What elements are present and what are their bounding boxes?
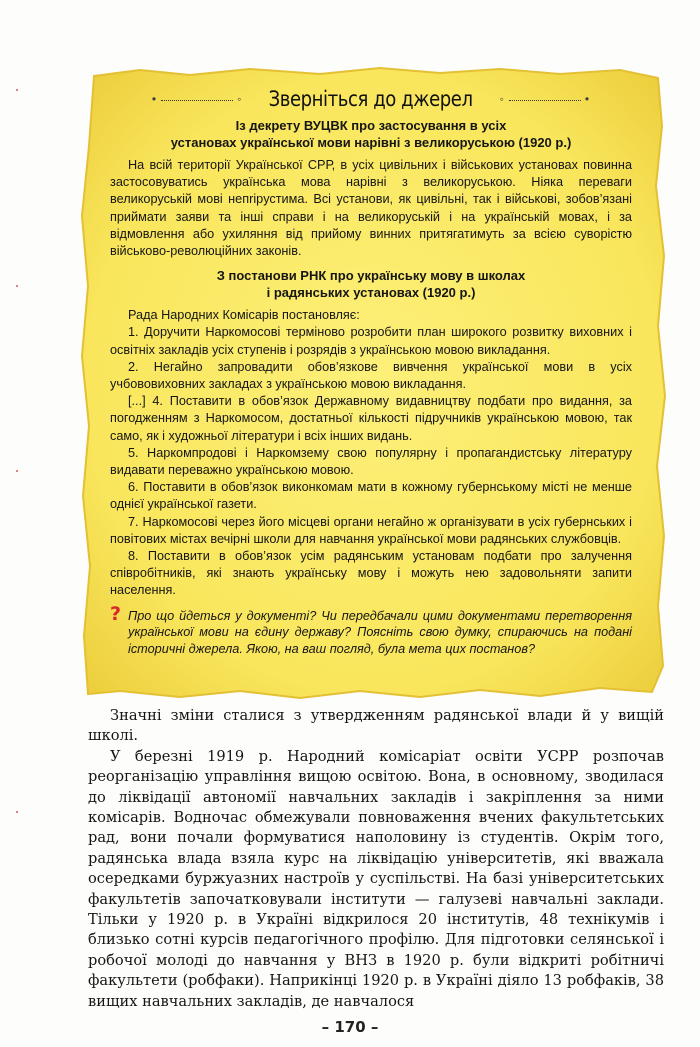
doc2-item: 7. Наркомосові через його місцеві органи негайно ж організувати в усіх губернських і повітових містах вечірні школи для навчання української мови радянських службовців. <box>110 514 632 546</box>
doc2-item: 2. Негайно запровадити обов’язкове вивчення української мови в усіх учбововиховних закладах з українською мовою викладання. <box>110 359 632 392</box>
margin-dot <box>16 811 18 813</box>
doc2-title <box>110 268 632 301</box>
question-text: Про що йдеться у документі? Чи передбачали цими документами перетворення української мови на єдину державу? Поясніть свою думку, спираючись на подані історичні джерела. Якою, на ваш погляд, була мета цих постанов? <box>128 608 632 657</box>
doc2-title-line1: З постанови РНК про українську мову в школах <box>216 268 526 284</box>
body-paragraph: У березні 1919 р. Народний комісаріат освіти УСРР розпочав реорганізацію управління вищою освітою. Вона, в основному, зводилася до ліквідації автономії навчальних закладів і закріплення за ними комісарів. Водночас обмежували повноваження вчених факультетських рад, вони почали формуватися наполовину із студентів. Окрім того, радянська влада взяла курс на ліквідацію університетів, які вважала осередками буржуазних настроїв у суспільстві. На базі університетських факультетів започатковували інститути — галузеві навчальні заклади. Тільки у 1920 р. в Україні відкрилося 20 інститутів, 48 технікумів і близько сотні курсів педагогічного профілю. Для підготовки селянської і робочої молоді до навчання у ВНЗ в 1920 р. були відкриті робітничі факультети (робфаки). Наприкінці 1920 р. в Україні діяло 13 робфаків, 38 вищих навчальних закладів, де навчалося <box>88 747 664 1010</box>
source-heading: Зверніться до джерел <box>268 87 473 112</box>
doc2-item: 8. Поставити в обов’язок усім радянським установам подбати про залучення співробітників, які знають українську мову і можуть нею задовольняти запити населення. <box>110 549 632 598</box>
doc1-title <box>110 118 632 151</box>
doc1-text: На всій території Української СРР, в усіх цивільних і військових установах повинна застосовуватись українська мова нарівні з великоруською. Ніяка переваги великоруській мові непripустима. Всі установи, як цивільні, так і військові, зобов’язані приймати заяви та інші справи і на великоруській і на українській мовах, і за відмовлення або ухиляння від прийому винних притягатимуть за всією суворістю військово-революційних законів. <box>110 158 632 259</box>
doc1-title-line1: Із декрету ВУЦВК про застосування в усіх <box>235 118 507 133</box>
doc2-item: [...] 4. Поставити в обов’язок Державному видавництву подбати про видання, за погодженням з Наркомосом, достатньої кількості підручників українською мовою, так само, як і художньої літератури і всіх інших видань. <box>110 394 632 443</box>
body-paragraph: Значні зміни сталися з утвердженням радянської влади й у вищій школі. <box>88 707 664 745</box>
main-text <box>88 706 664 1012</box>
doc2-item: 1. Доручити Наркомосові терміново розробити план широкого розвитку виховних і освітніх закладів усіх ступенів і розрядів з українською мовою викладання. <box>110 325 632 357</box>
doc2-item: 6. Поставити в обов’язок виконкомам мати в кожному губернському місті не менше однієї української газети. <box>110 480 632 512</box>
margin-dot <box>16 89 18 91</box>
source-box <box>80 66 666 700</box>
source-header <box>110 84 632 116</box>
margin-dot <box>16 470 18 472</box>
doc2-intro: Рада Народних Комісарів постановляє: <box>128 308 360 323</box>
doc1-title-line2: установах української мови нарівні з великоруською (1920 р.) <box>170 134 572 150</box>
margin-dot <box>16 285 18 287</box>
page-number: – 170 – <box>321 1018 379 1036</box>
doc2-item: 5. Наркомпродові і Наркомзему свою популярну і пропагандистську літературу видавати переважно українською мовою. <box>110 445 632 478</box>
question-mark-icon: ? <box>110 602 122 625</box>
ornament-right: ◦ • <box>499 92 591 107</box>
ornament-left: • ◦ <box>151 92 243 107</box>
doc2-title-line2: і радянських установах (1920 р.) <box>266 284 476 300</box>
question-block <box>110 602 632 658</box>
